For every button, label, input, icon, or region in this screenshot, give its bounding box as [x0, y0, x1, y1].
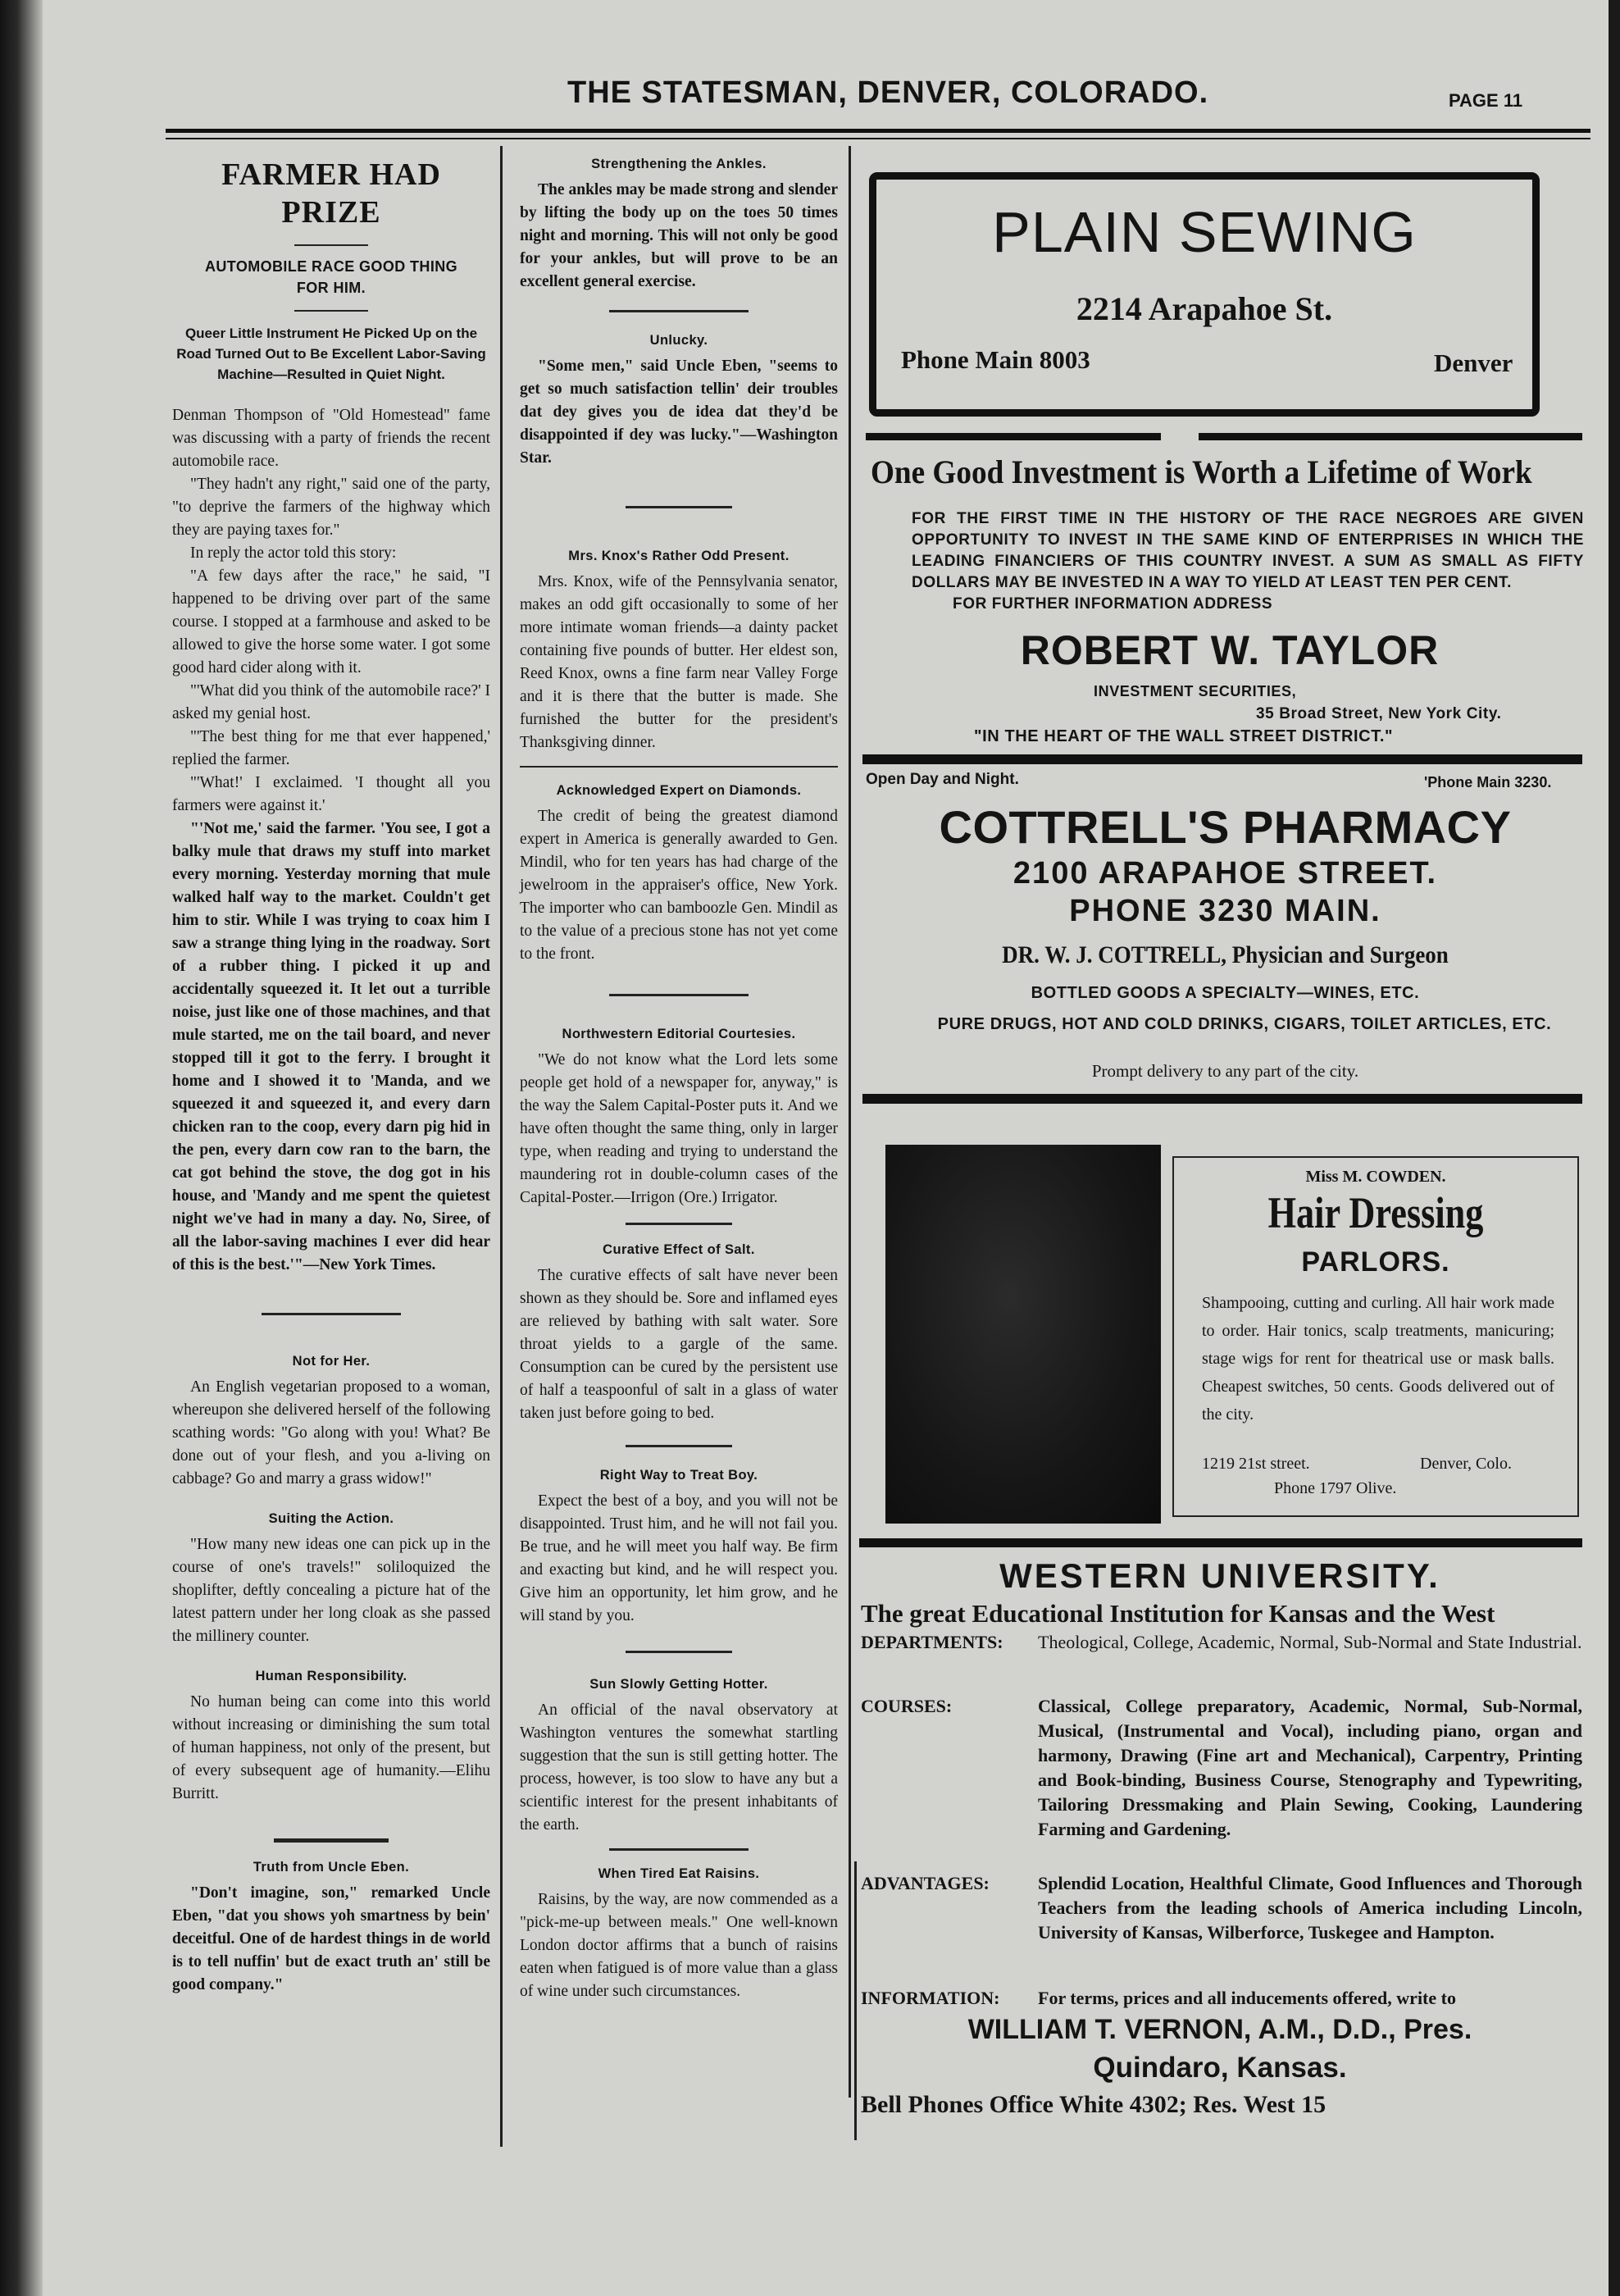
sewing-phone: Phone Main 8003: [901, 345, 1090, 374]
suiting-text: "How many new ideas one can pick up in the course of one's travels!" soliloquized the shoplifter, deftly concealing a picture hat of the latest pattern under her long cloak as she passed the millinery counter.: [172, 1536, 490, 1645]
ad-plain-sewing: [869, 172, 1540, 417]
hair-owner: Miss M. COWDEN.: [1305, 1168, 1446, 1186]
hair-phone: Phone 1797 Olive.: [1274, 1479, 1397, 1497]
heading-knox: Mrs. Knox's Rather Odd Present.: [568, 549, 790, 563]
sewing-address: 2214 Arapahoe St.: [1076, 290, 1333, 327]
unlucky-text: "Some men," said Uncle Eben, "seems to get so much satisfaction tellin' deir troubles dat dey gives you de idea dat they'd be disappointed if dey was lucky."—Washington Star.: [520, 358, 838, 467]
heading-boy: Right Way to Treat Boy.: [599, 1468, 758, 1483]
masthead-rule: [166, 129, 1590, 133]
human-text: No human being can come into this world without increasing or diminishing the sum total of human happiness, not only of the present, but of every subsequent age of humanity.—Elihu Burritt.: [172, 1693, 490, 1802]
divider: [609, 994, 749, 996]
column-1: [172, 156, 490, 1997]
column-rule-3: [854, 1861, 857, 2140]
ankles-text: The ankles may be made strong and slender by lifting the body up on the toes 50 times night and morning. This will not only be good for your ankles, but will prove to be an excellent general exercise.: [520, 181, 838, 290]
taylor-body: [912, 508, 1584, 615]
pharmacy-delivery: Prompt delivery to any part of the city.: [1091, 1061, 1359, 1081]
ad-rule: [859, 1538, 1582, 1547]
ad-hair-dressing: [1172, 1156, 1579, 1517]
information-text: For terms, prices and all inducements offered, write to: [1038, 1988, 1456, 2008]
courses-text: Classical, College preparatory, Academic, Normal, Sub-Normal, Musical, (Instrumental and Vocal), including piano, organ and harmony, Drawing (Fine art and Mechanical), Carpentry, Printing and Book-binding, Business Course, Stenography and Typewriting, Tailoring Dressmaking and Plain Sewing, Cooking, Laundering Farming and Gardening.: [1038, 1696, 1582, 1839]
farmer-paragraph: "They hadn't any right," said one of the party, "to deprive the farmers of the highway which they are paying taxes for.": [172, 476, 490, 539]
column-rule-1: [500, 146, 503, 2147]
pharmacy-phone-top: 'Phone Main 3230.: [1424, 774, 1552, 790]
sewing-title: PLAIN SEWING: [992, 200, 1417, 264]
boy-text: Expect the best of a boy, and you will not be disappointed. Trust him, and he will not fail you. Be true, and he will meet you half way. Be firm and exacting but kind, and he will respect you. Give him an opportunity, let him grow, and he will stand by you.: [520, 1492, 838, 1624]
ad-rule: [1199, 433, 1582, 440]
ad-rule: [862, 1094, 1582, 1104]
column-2: [520, 153, 838, 2003]
subhead-farmer: AUTOMOBILE RACE GOOD THING FOR HIM.: [204, 258, 458, 296]
divider: [520, 766, 838, 768]
editorial-text: "We do not know what the Lord lets some people get hold of a newspaper for, anyway," is the way the Salem Capital-Poster puts it. And we have often thought the same thing, only in larger type, when reading and trying to understand the maundering rot in double-column cases of the Capital-Poster.—Irrigon (Ore.) Irrigator.: [520, 1051, 838, 1206]
hair-sub: PARLORS.: [1301, 1246, 1450, 1278]
taylor-line3: "IN THE HEART OF THE WALL STREET DISTRICT.": [974, 727, 1394, 745]
page-number: PAGE 11: [1449, 90, 1523, 111]
knox-text: Mrs. Knox, wife of the Pennsylvania senator, makes an odd gift occasionally to some of her more intimate woman friends—a dainty packet containing five pounds of butter. Her eldest son, Reed Knox, owns a fine farm near Valley Forge and it is there that the butter is made. She furnished the butter for the president's Thanksgiving dinner.: [520, 573, 838, 751]
departments-text: Theological, College, Academic, Normal, Sub-Normal and State Industrial.: [1038, 1632, 1582, 1652]
ad-rule: [862, 754, 1582, 764]
truth-text: "Don't imagine, son," remarked Uncle Eben, "dat you shows yoh smartness by bein' deceitful. One of de hardest things in de world is to tell nuffin' but de exact truth an' still be good company.": [172, 1884, 490, 1993]
scanner-edge: [0, 0, 43, 2296]
taylor-line1: INVESTMENT SECURITIES,: [1094, 683, 1297, 699]
divider: [609, 310, 749, 312]
headline-farmer: FARMER HAD PRIZE: [221, 157, 441, 230]
university-president: WILLIAM T. VERNON, A.M., D.D., Pres.: [967, 2014, 1472, 2045]
heading-unlucky: Unlucky.: [649, 333, 708, 348]
divider: [626, 1445, 732, 1447]
farmer-paragraph: "'What did you think of the automobile race?' I asked my genial host.: [172, 682, 490, 722]
divider: [294, 244, 368, 246]
divider: [626, 1223, 732, 1225]
divider: [626, 506, 732, 508]
heading-raisins: When Tired Eat Raisins.: [598, 1866, 760, 1881]
pharmacy-open: Open Day and Night.: [866, 771, 1019, 788]
university-subtitle: The great Educational Institution for Kansas and the West: [861, 1599, 1495, 1628]
newspaper-page: [43, 0, 1609, 2296]
farmer-paragraph: "A few days after the race," he said, "I happened to be driving over part of the same course. I stopped at a farmhouse and asked to be allowed to give the horse some water. I got some good hard cider along with it.: [172, 567, 490, 676]
advantages-text: Splendid Location, Healthful Climate, Good Influences and Thorough Teachers from the leading schools of America including Lincoln, University of Kansas, Wilberforce, Tuskegee and Hampton.: [1038, 1873, 1582, 1943]
university-phones: Bell Phones Office White 4302; Res. West 15: [861, 2091, 1326, 2118]
divider: [262, 1313, 401, 1315]
farmer-paragraph: In reply the actor told this story:: [190, 544, 397, 562]
heading-not-for-her: Not for Her.: [292, 1354, 371, 1369]
heading-truth: Truth from Uncle Eben.: [253, 1860, 410, 1875]
portrait-photo: [885, 1145, 1161, 1524]
salt-text: The curative effects of salt have never been shown as they should be. Sore and inflamed eyes are relieved by bathing with salt water. Sore throat yields to a gargle of the same. Consumption can be cured by the persistent use of half a teaspoonful of salt in a glass of water taken just before going to bed.: [520, 1267, 838, 1422]
farmer-paragraph: "'What!' I exclaimed. 'I thought all you farmers were against it.': [172, 774, 490, 814]
pharmacy-phone: PHONE 3230 MAIN.: [1069, 894, 1381, 928]
divider: [274, 1838, 389, 1843]
taylor-body-text: FOR THE FIRST TIME IN THE HISTORY OF THE RACE NEGROES ARE GIVEN OPPORTUNITY TO INVEST IN THE SAME KIND OF ENTERPRISES IN WHICH THE LEADING FINANCIERS OF THIS COUNTRY INVEST. A SUM AS SMALL AS FIFTY DOLLARS MAY BE INVESTED IN A WAY TO YIELD AT LEAST TEN PER CENT.: [912, 510, 1584, 591]
ad-rule: [866, 433, 1161, 440]
sewing-city: Denver: [1434, 348, 1513, 377]
taylor-line2: 35 Broad Street, New York City.: [1256, 705, 1502, 722]
masthead-rule-thin: [166, 138, 1590, 139]
university-location: Quindaro, Kansas.: [1093, 2052, 1347, 2084]
advantages-label: ADVANTAGES:: [861, 1873, 990, 1893]
heading-ankles: Strengthening the Ankles.: [591, 157, 767, 171]
pharmacy-drugs: PURE DRUGS, HOT AND COLD DRINKS, CIGARS, TOILET ARTICLES, ETC.: [937, 1015, 1552, 1033]
pharmacy-street: 2100 ARAPAHOE STREET.: [1012, 856, 1438, 891]
farmer-paragraph: "'The best thing for me that ever happened,' replied the farmer.: [172, 728, 490, 768]
pharmacy-doctor: DR. W. J. COTTRELL, Physician and Surgeon: [1002, 941, 1449, 968]
heading-suiting: Suiting the Action.: [268, 1511, 394, 1526]
divider: [609, 1848, 749, 1851]
divider: [626, 1651, 732, 1653]
university-title: WESTERN UNIVERSITY.: [999, 1556, 1440, 1595]
pharmacy-name: COTTRELL'S PHARMACY: [939, 801, 1512, 853]
heading-sun: Sun Slowly Getting Hotter.: [589, 1677, 768, 1692]
courses-label: COURSES:: [861, 1696, 953, 1716]
heading-salt: Curative Effect of Salt.: [603, 1242, 755, 1257]
not-for-her-text: An English vegetarian proposed to a woman, whereupon she delivered herself of the following scathing words: "Go along with you! What? Be done out of your flesh, and you a-living on cabbage? Go and marry a grass widow!": [172, 1378, 490, 1487]
deck-farmer: Queer Little Instrument He Picked Up on the Road Turned Out to Be Excellent Labor-Saving Machine—Resulted in Quiet Night.: [176, 326, 486, 382]
hair-address: 1219 21st street.: [1202, 1455, 1310, 1473]
hair-city: Denver, Colo.: [1420, 1455, 1512, 1473]
farmer-paragraph: Denman Thompson of "Old Homestead" fame was discussing with a party of friends the recent automobile race.: [172, 407, 490, 470]
divider: [294, 310, 368, 312]
pharmacy-specialty: BOTTLED GOODS A SPECIALTY—WINES, ETC.: [1031, 984, 1420, 1002]
raisins-text: Raisins, by the way, are now commended as a "pick-me-up between meals." One well-known London doctor affirms that a bunch of raisins eaten when fatigued is of more value than a glass of wine under such circumstances.: [520, 1891, 838, 2000]
hair-body: Shampooing, cutting and curling. All hair work made to order. Hair tonics, scalp treatments, manicuring; stage wigs for rent for theatrical use or mask balls. Cheapest switches, 50 cents. Goods delivered out of the city.: [1202, 1294, 1554, 1424]
column-rule-2: [849, 146, 851, 2098]
farmer-paragraph: "'Not me,' said the farmer. 'You see, I got a balky mule that draws my stuff into market every morning. Yesterday morning that mule walked half way to the market. Couldn't get him to stir. While I was trying to coax him I saw a strange thing lying in the roadway. Sort of a rubber thing. I picked it up and accidentally squeezed it. It let out a turrible noise, just like one of those machines, and that mule started, me on the tail board, and never stopped till it got to the ferry. I brought it home and I showed it to 'Manda, and we squeezed it and squeezed it, and every darn chicken ran to the coop, every darn pig hid in the pen, every darn cow ran to the barn, the cat got behind the stove, the dog got in his house, and 'Mandy and me spent the quietest night we've had in many a day. No, Siree, of all the labor-saving machines I ever did hear of this is the best.'"—New York Times.: [172, 820, 490, 1273]
heading-human: Human Responsibility.: [255, 1669, 407, 1683]
diamonds-text: The credit of being the greatest diamond expert in America is generally awarded to Gen. Mindil, who for ten years has had charge of the jewelroom in the appraiser's office, New York. The importer who can bamboozle Gen. Mindil as to the value of a precious stone has not yet come to the front.: [520, 808, 838, 963]
taylor-name: ROBERT W. TAYLOR: [1020, 627, 1440, 673]
taylor-headline: One Good Investment is Worth a Lifetime of Work: [871, 453, 1532, 490]
departments-label: DEPARTMENTS:: [861, 1632, 1003, 1652]
hair-title: Hair Dressing: [1267, 1188, 1484, 1237]
information-label: INFORMATION:: [861, 1988, 1000, 2008]
taylor-further: FOR FURTHER INFORMATION ADDRESS: [953, 595, 1273, 613]
heading-editorial: Northwestern Editorial Courtesies.: [562, 1027, 796, 1041]
masthead-title: THE STATESMAN, DENVER, COLORADO.: [567, 75, 1209, 110]
sun-text: An official of the naval observatory at Washington ventures the somewhat startling suggestion that the sun is still getting hotter. The process, however, is too slow to have any but a scientific interest for the present inhabitants of the earth.: [520, 1702, 838, 1834]
heading-diamonds: Acknowledged Expert on Diamonds.: [556, 783, 802, 798]
